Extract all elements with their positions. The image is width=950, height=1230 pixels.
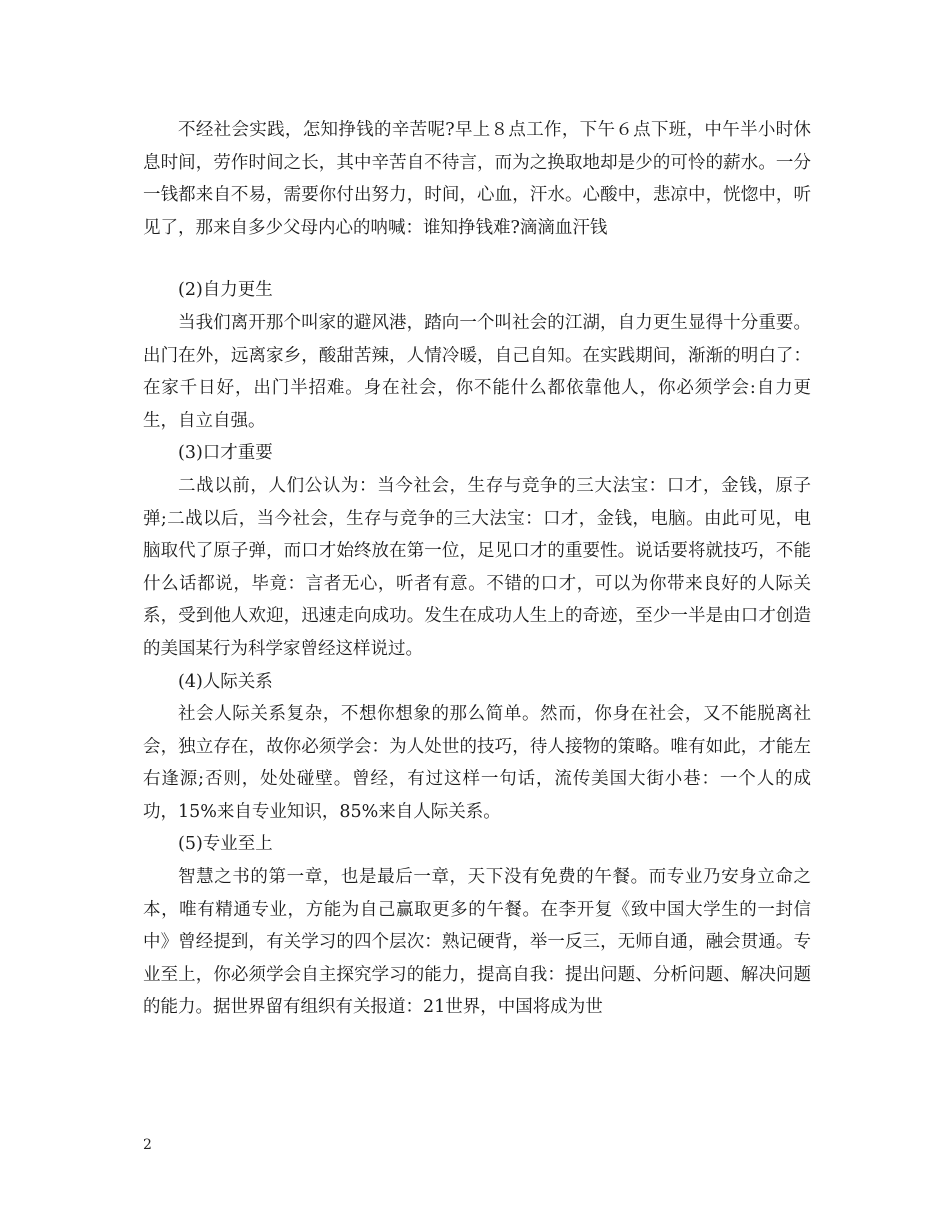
page-number: 2: [143, 1137, 152, 1153]
paragraph-eloquence: 二战以前，人们公认为：当今社会，生存与竞争的三大法宝：口才，金钱，原子弹;二战以后，当今社会，生存与竞争的三大法宝：口才，金钱，电脑。由此可见，电脑取代了原子弹，而口才始终放在第一位，足见口才的重要性。说话要将就技巧，不能什么话都说，毕竟：言者无心，听者有意。不错的口才，可以为你带来良好的人际关系，受到他人欢迎，迅速走向成功。发生在成功人生上的奇迹，至少一半是由口才创造的美国某行为科学家曾经这样说过。: [143, 475, 811, 659]
section-heading-3: (3)口才重要: [178, 443, 273, 464]
section-heading-5: (5)专业至上: [178, 834, 273, 855]
paragraph-self-reliance: 当我们离开那个叫家的避风港，踏向一个叫社会的江湖，自力更生显得十分重要。出门在外，远离家乡，酸甜苦辣，人情冷暖，自己自知。在实践期间，渐渐的明白了：在家千日好，出门半招难。身在社会，你不能什么都依靠他人，你必须学会:自力更生，自立自强。: [143, 312, 811, 431]
paragraph-intro: 不经社会实践，怎知挣钱的辛苦呢?早上８点工作，下午６点下班，中午半小时休息时间，劳作时间之长，其中辛苦自不待言，而为之换取地却是少的可怜的薪水。一分一钱都来自不易，需要你付出努力，时间，心血，汗水。心酸中，悲凉中，恍惚中，听见了，那来自多少父母内心的呐喊：谁知挣钱难?滴滴血汗钱: [143, 120, 811, 238]
paragraph-expertise: 智慧之书的第一章，也是最后一章，天下没有免费的午餐。而专业乃安身立命之本，唯有精通专业，方能为自己赢取更多的午餐。在李开复《致中国大学生的一封信中》曾经提到，有关学习的四个层次：熟记硬背，举一反三，无师自通，融会贯通。专业至上，你必须学会自主探究学习的能力，提高自我：提出问题、分析问题、解决问题的能力。据世界留有组织有关报道：21世界，中国将成为世: [143, 867, 811, 1018]
paragraph-gap: [143, 244, 811, 274]
section-heading-4: (4)人际关系: [178, 671, 273, 692]
section-heading-2: (2)自力更生: [178, 280, 273, 301]
paragraph-relationships: 社会人际关系复杂，不想你想象的那么简单。然而，你身在社会，又不能脱离社会，独立存在，故你必须学会：为人处世的技巧，待人接物的策略。唯有如此，才能左右逢源;否则，处处碰壁。曾经，有过这样一句话，流传美国大街小巷：一个人的成功，15%来自专业知识，85%来自人际关系。: [143, 704, 811, 822]
document-body: [143, 114, 811, 1024]
